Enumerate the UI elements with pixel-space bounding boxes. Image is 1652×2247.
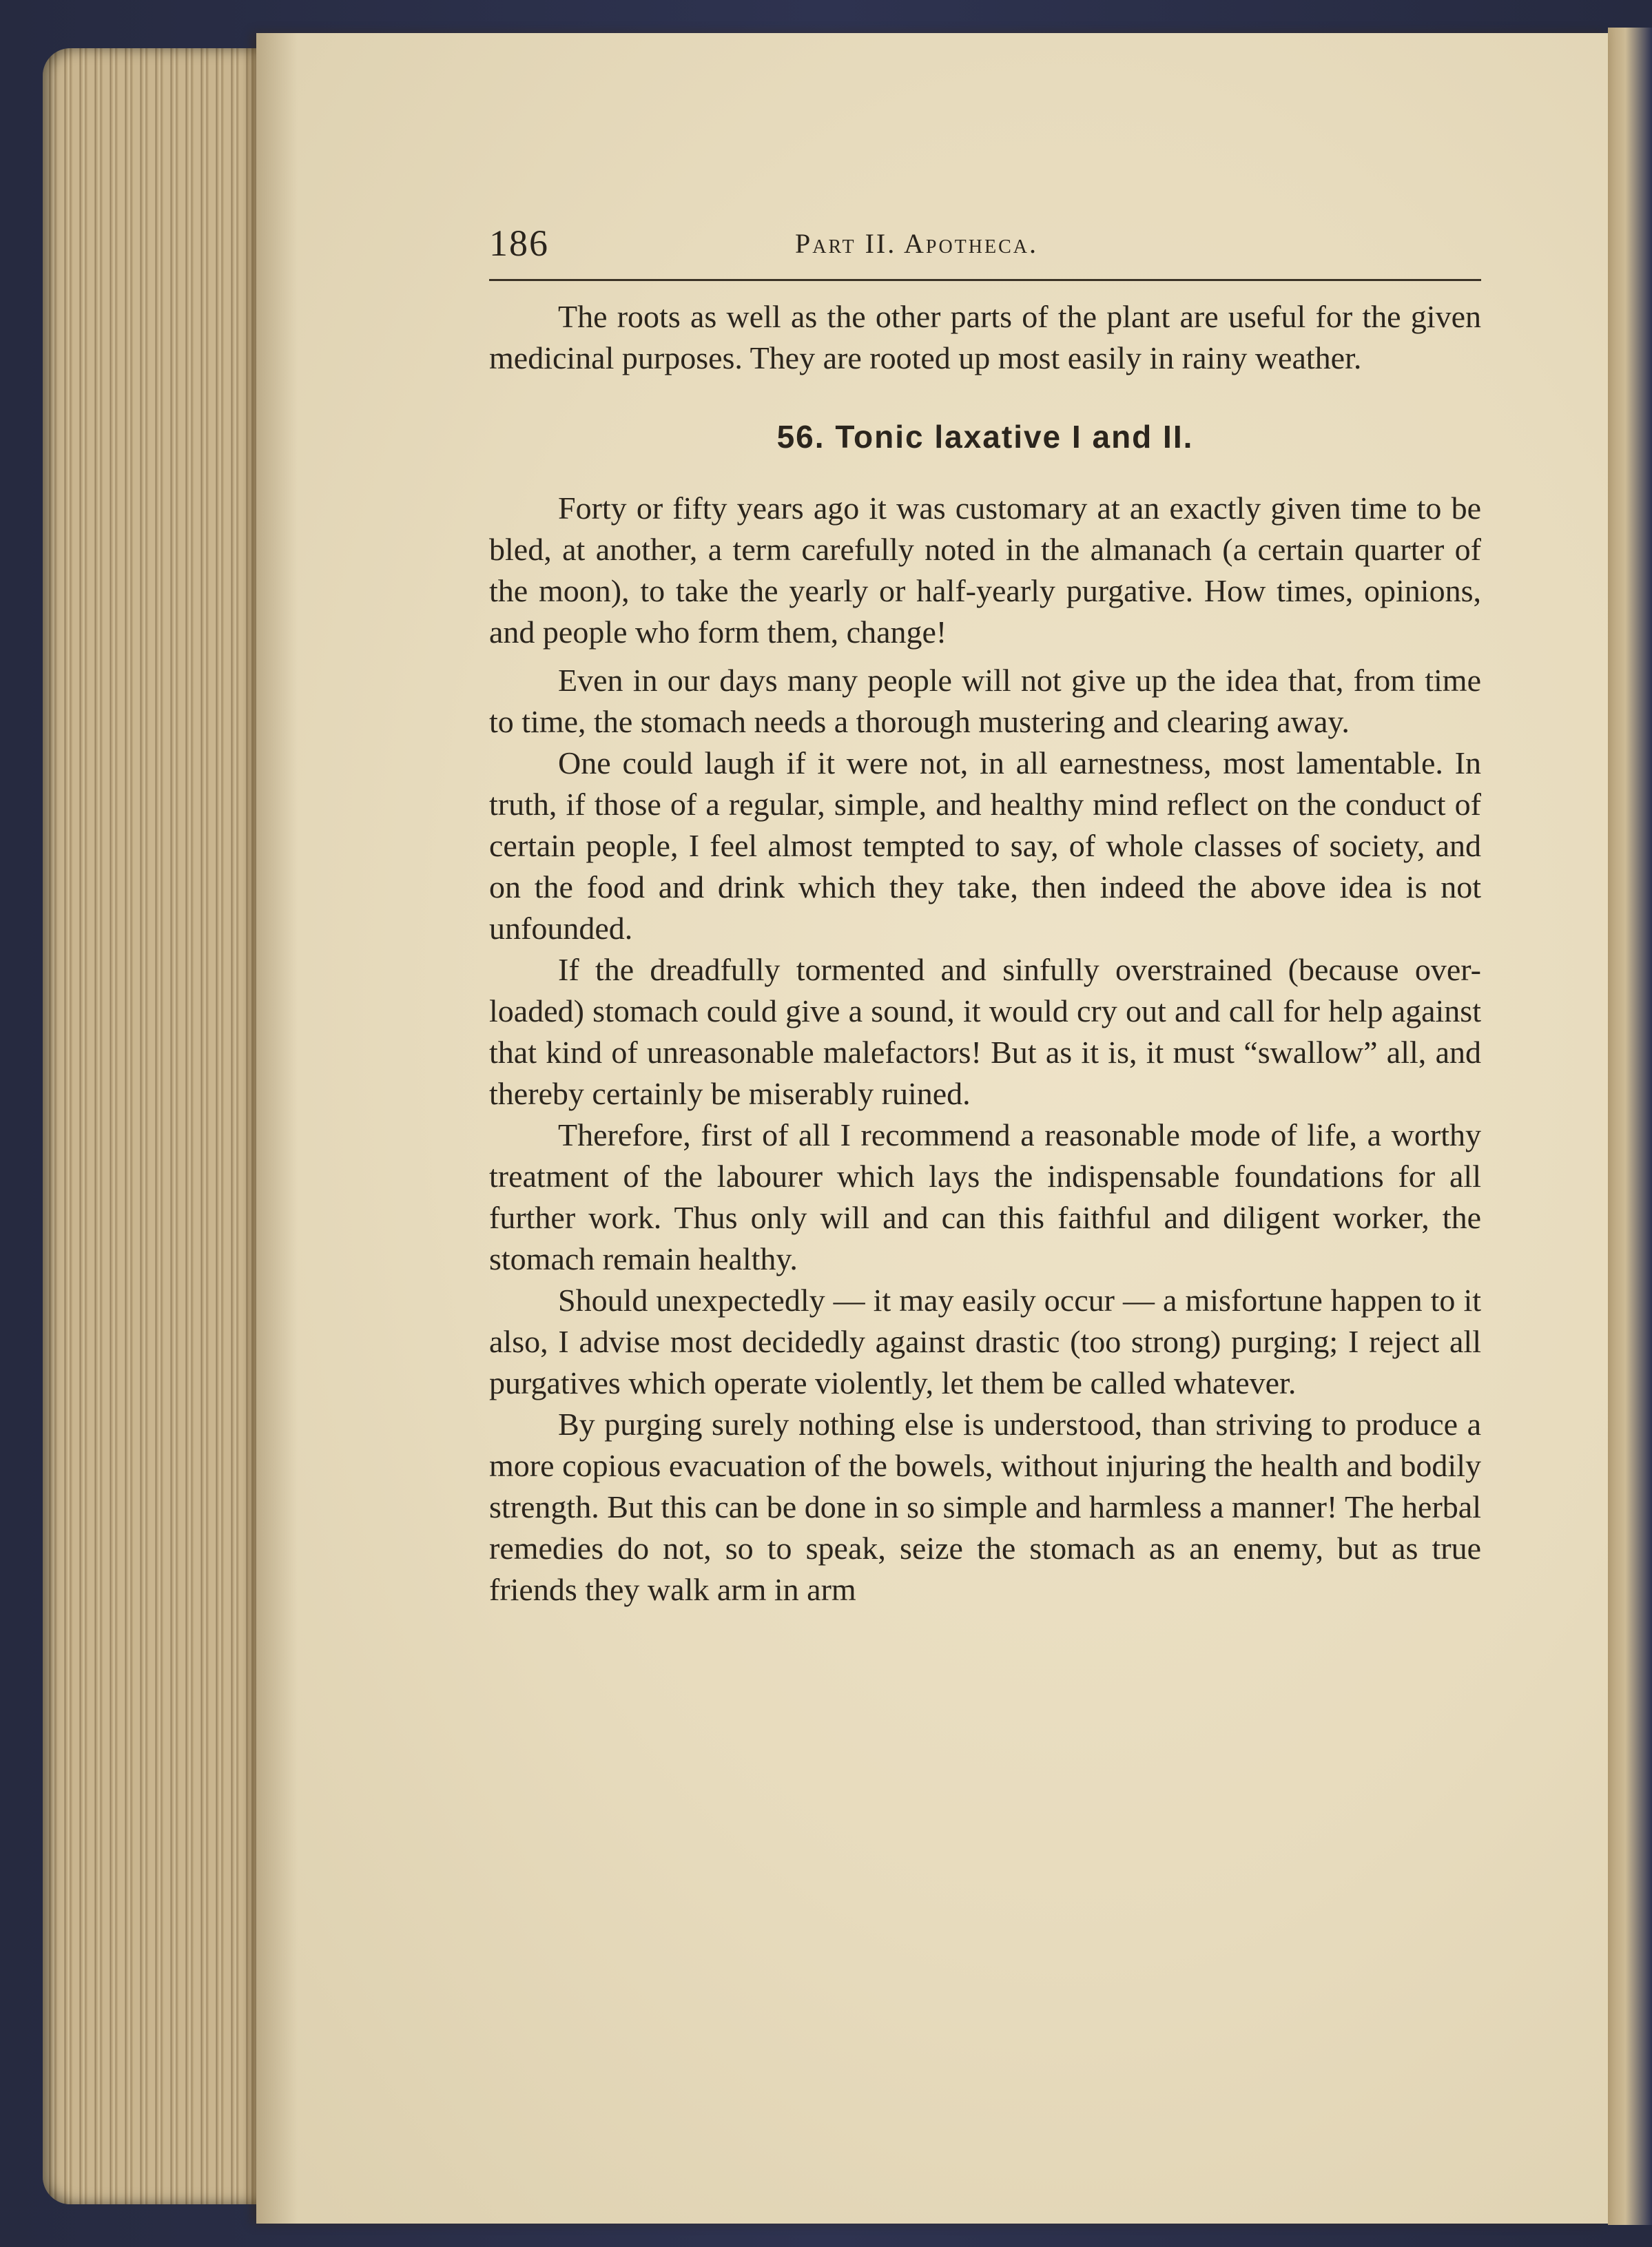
section-heading: 56. Tonic laxative I and II. xyxy=(776,419,1194,455)
page-text xyxy=(489,296,1481,1611)
paragraph-gap xyxy=(489,653,1481,660)
running-head: Part II. Apotheca. xyxy=(795,228,1039,259)
paragraph-therefore: Therefore, first of all I recommend a reasonable mode of life, a worthy treatment of the labourer which lays the indispensable foundations for all further work. Thus only will and can this faithful and diligent worker, the stomach remain healthy. xyxy=(489,1117,1481,1276)
paragraph-should-unexpectedly: Should unexpectedly — it may easily occur — a misfortune happen to it also, I advise most decidedly against drastic (too strong) purging; I reject all purgatives which operate violently, let them be called whatever. xyxy=(489,1283,1481,1400)
paragraph-one-could-laugh: One could laugh if it were not, in all earnestness, most lamentable. In truth, if those of a regular, simple, and healthy mind reflect on the conduct of certain people, I feel almost tempted to say, of whole classes of society, and on the food and drink which they take, then indeed the above idea is not unfounded. xyxy=(489,745,1481,946)
header-rule xyxy=(489,279,1481,281)
paragraph-roots: The roots as well as the other parts of the plant are useful for the given medicinal purposes. They are rooted up most easily in rainy weather. xyxy=(489,299,1481,375)
right-page-edge xyxy=(1608,28,1652,2225)
paragraph-dreadfully-tormented: If the dreadfully tormented and sinfully overstrained (because over-loaded) stomach could give a sound, it would cry out and call for help against that kind of unreasonable malefactors! But as it is, it must “swallow” all, and thereby certainly be miserably ruined. xyxy=(489,952,1481,1111)
paragraph-forty-years: Forty or fifty years ago it was customary at an exactly given time to be bled, at another, a term carefully noted in the almanach (a certain quarter of the moon), to take the yearly or half-yearly purgative. How times, opinions, and people who form them, change! xyxy=(489,490,1481,650)
page-edges xyxy=(43,48,263,2204)
page-header xyxy=(489,222,1605,270)
paragraph-even-in-our-days: Even in our days many people will not give up the idea that, from time to time, the stomach needs a thorough mustering and clearing away. xyxy=(489,663,1481,739)
page-number: 186 xyxy=(489,222,549,264)
paragraph-by-purging: By purging surely nothing else is understood, than striving to produce a more copious evacuation of the bowels, without injuring the health and bodily strength. But this can be done in so simple and harmless a manner! The herbal remedies do not, so to speak, seize the stomach as an enemy, but as true friends they walk arm in arm xyxy=(489,1407,1481,1607)
